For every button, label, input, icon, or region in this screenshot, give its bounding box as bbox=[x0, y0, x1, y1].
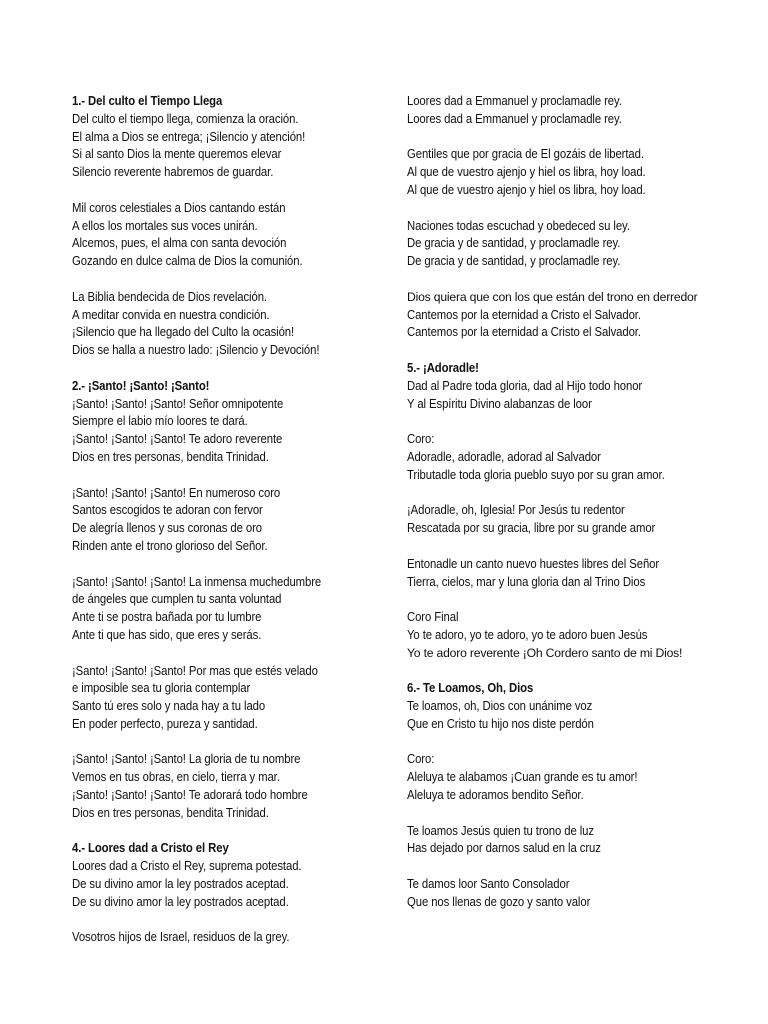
hymn-section bbox=[72, 840, 417, 911]
verse-line: Dad al Padre toda gloria, dad al Hijo todo honor bbox=[407, 378, 643, 393]
verse-line: Tierra, cielos, mar y luna gloria dan al Trino Dios bbox=[407, 574, 646, 589]
stanza bbox=[407, 146, 737, 199]
verse-line: Te loamos, oh, Dios con unánime voz bbox=[407, 699, 593, 714]
verse-line: Coro: bbox=[407, 432, 435, 447]
verse-line: ¡Silencio que ha llegado del Culto la ocasión! bbox=[72, 325, 295, 340]
verse-line: De su divino amor la ley postrados aceptad. bbox=[72, 877, 289, 892]
stanza bbox=[72, 200, 417, 271]
verse-line: Vosotros hijos de Israel, residuos de la grey. bbox=[72, 930, 290, 945]
verse-line: Gozando en dulce calma de Dios la comunión. bbox=[72, 254, 303, 269]
hymn-title: 4.- Loores dad a Cristo el Rey bbox=[72, 841, 229, 856]
verse-line: El alma a Dios se entrega; ¡Silencio y atención! bbox=[72, 129, 306, 144]
verse-line: Y al Espíritu Divino alabanzas de loor bbox=[407, 396, 592, 411]
hymn-section bbox=[407, 680, 737, 733]
verse-line: Yo te adoro, yo te adoro, yo te adoro buen Jesús bbox=[407, 627, 648, 642]
verse-line: Loores dad a Emmanuel y proclamadle rey. bbox=[407, 111, 622, 126]
stanza bbox=[407, 218, 737, 271]
verse-line: ¡Santo! ¡Santo! ¡Santo! La inmensa muchedumbre bbox=[72, 574, 322, 589]
verse-line: Dios se halla a nuestro lado: ¡Silencio y Devoción! bbox=[72, 343, 320, 358]
stanza bbox=[407, 93, 737, 129]
stanza bbox=[407, 502, 737, 538]
verse-line: ¡Adoradle, oh, Iglesia! Por Jesús tu redentor bbox=[407, 503, 625, 518]
hymn-section bbox=[72, 93, 417, 182]
verse-line: Yo te adoro reverente ¡Oh Cordero santo de mi Dios! bbox=[407, 645, 683, 660]
verse-line: Loores dad a Emmanuel y proclamadle rey. bbox=[407, 94, 622, 108]
verse-line: Aleluya te alabamos ¡Cuan grande es tu amor! bbox=[407, 770, 638, 785]
verse-line: Mil coros celestiales a Dios cantando están bbox=[72, 200, 286, 215]
verse-line: Dios en tres personas, bendita Trinidad. bbox=[72, 449, 269, 464]
left-column bbox=[72, 93, 417, 965]
verse-line: Santo tú eres solo y nada hay a tu lado bbox=[72, 699, 266, 714]
hymn-title: 2.- ¡Santo! ¡Santo! ¡Santo! bbox=[72, 378, 210, 393]
hymn-section bbox=[72, 378, 417, 467]
verse-line: e imposible sea tu gloria contemplar bbox=[72, 681, 251, 696]
stanza bbox=[72, 929, 417, 947]
stanza bbox=[72, 663, 417, 734]
hymn-title: 6.- Te Loamos, Oh, Dios bbox=[407, 681, 534, 696]
verse-line: Rescatada por su gracia, libre por su grande amor bbox=[407, 521, 656, 536]
verse-line: A meditar convida en nuestra condición. bbox=[72, 307, 270, 322]
hymn-title: 5.- ¡Adoradle! bbox=[407, 360, 479, 375]
verse-line: Que nos llenas de gozo y santo valor bbox=[407, 894, 591, 909]
stanza bbox=[407, 876, 737, 912]
verse-line: De su divino amor la ley postrados aceptad. bbox=[72, 894, 289, 909]
verse-line: Si al santo Dios la mente queremos elevar bbox=[72, 147, 282, 162]
verse-line: Te damos loor Santo Consolador bbox=[407, 877, 570, 892]
verse-line: De gracia y de santidad, y proclamadle rey. bbox=[407, 254, 621, 269]
verse-line: Gentiles que por gracia de El gozáis de libertad. bbox=[407, 147, 644, 162]
verse-line: Entonadle un canto nuevo huestes libres del Señor bbox=[407, 556, 660, 571]
stanza bbox=[407, 609, 737, 662]
verse-line: Aleluya te adoramos bendito Señor. bbox=[407, 788, 584, 803]
verse-line: Siempre el labio mío loores te dará. bbox=[72, 414, 248, 429]
verse-line: De gracia y de santidad, y proclamadle rey. bbox=[407, 236, 621, 251]
verse-line: Alcemos, pues, el alma con santa devoción bbox=[72, 236, 287, 251]
verse-line: Dios quiera que con los que están del trono en derredor bbox=[407, 289, 698, 304]
stanza bbox=[72, 751, 417, 822]
verse-line: Coro Final bbox=[407, 610, 459, 625]
verse-line: Has dejado por darnos salud en la cruz bbox=[407, 841, 601, 856]
verse-line: ¡Santo! ¡Santo! ¡Santo! Señor omnipotente bbox=[72, 396, 284, 411]
verse-line: De alegría llenos y sus coronas de oro bbox=[72, 521, 263, 536]
verse-line: Ante ti se postra bañada por tu lumbre bbox=[72, 610, 262, 625]
stanza bbox=[407, 751, 737, 804]
stanza bbox=[407, 431, 737, 484]
verse-line: En poder perfecto, pureza y santidad. bbox=[72, 716, 258, 731]
hymn-title: 1.- Del culto el Tiempo Llega bbox=[72, 94, 223, 108]
verse-line: Silencio reverente habremos de guardar. bbox=[72, 165, 274, 180]
verse-line: Adoradle, adoradle, adorad al Salvador bbox=[407, 449, 601, 464]
verse-line: Rinden ante el trono glorioso del Señor. bbox=[72, 538, 268, 553]
verse-line: Te loamos Jesús quien tu trono de luz bbox=[407, 823, 594, 838]
verse-line: Loores dad a Cristo el Rey, suprema potestad. bbox=[72, 859, 302, 874]
stanza bbox=[407, 289, 737, 342]
verse-line: de ángeles que cumplen tu santa voluntad bbox=[72, 592, 282, 607]
verse-line: ¡Santo! ¡Santo! ¡Santo! En numeroso coro bbox=[72, 485, 281, 500]
stanza bbox=[407, 556, 737, 592]
stanza bbox=[72, 574, 417, 645]
right-column bbox=[407, 93, 737, 929]
hymn-section bbox=[407, 360, 737, 413]
stanza bbox=[72, 289, 417, 360]
verse-line: Cantemos por la eternidad a Cristo el Salvador. bbox=[407, 325, 641, 340]
verse-line: Del culto el tiempo llega, comienza la oración. bbox=[72, 111, 299, 126]
stanza bbox=[72, 485, 417, 556]
verse-line: Que en Cristo tu hijo nos diste perdón bbox=[407, 716, 594, 731]
verse-line: Cantemos por la eternidad a Cristo el Salvador. bbox=[407, 307, 641, 322]
verse-line: A ellos los mortales sus voces unirán. bbox=[72, 218, 258, 233]
verse-line: ¡Santo! ¡Santo! ¡Santo! Te adorará todo hombre bbox=[72, 788, 308, 803]
verse-line: Ante ti que has sido, que eres y serás. bbox=[72, 627, 262, 642]
verse-line: Al que de vuestro ajenjo y hiel os libra, hoy load. bbox=[407, 182, 646, 197]
verse-line: ¡Santo! ¡Santo! ¡Santo! La gloria de tu nombre bbox=[72, 752, 301, 767]
verse-line: ¡Santo! ¡Santo! ¡Santo! Te adoro reverente bbox=[72, 432, 283, 447]
verse-line: Al que de vuestro ajenjo y hiel os libra, hoy load. bbox=[407, 165, 646, 180]
verse-line: ¡Santo! ¡Santo! ¡Santo! Por mas que estés velado bbox=[72, 663, 318, 678]
verse-line: Vemos en tus obras, en cielo, tierra y mar. bbox=[72, 770, 280, 785]
verse-line: Tributadle toda gloria pueblo suyo por su gran amor. bbox=[407, 467, 665, 482]
verse-line: Dios en tres personas, bendita Trinidad. bbox=[72, 805, 269, 820]
verse-line: Coro: bbox=[407, 752, 435, 767]
verse-line: Naciones todas escuchad y obedeced su ley. bbox=[407, 218, 630, 233]
verse-line: Santos escogidos te adoran con fervor bbox=[72, 503, 263, 518]
verse-line: La Biblia bendecida de Dios revelación. bbox=[72, 289, 267, 304]
stanza bbox=[407, 823, 737, 859]
